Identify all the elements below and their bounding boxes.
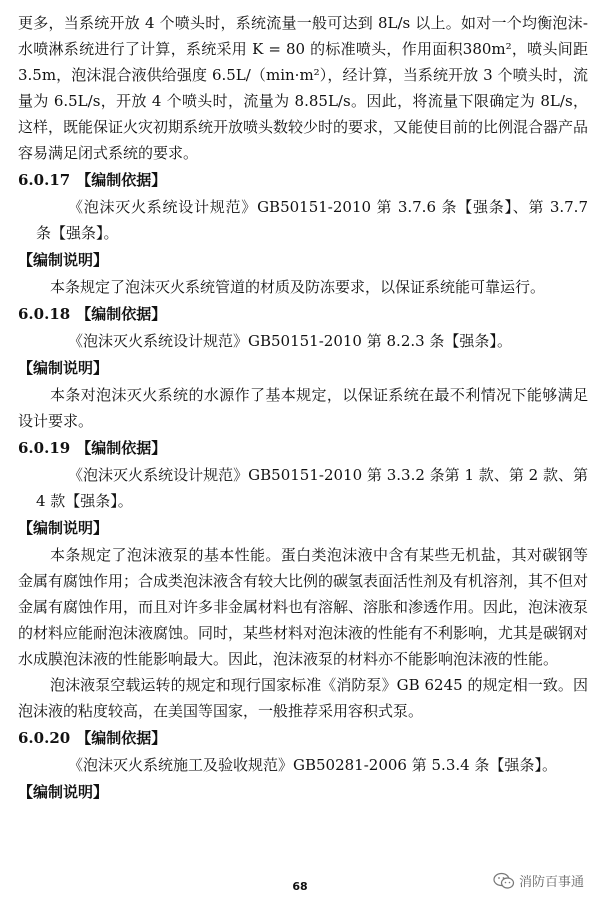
- watermark-text: 消防百事通: [518, 875, 584, 890]
- section-heading: [18, 434, 588, 462]
- basis-text: 《泡沫灭火系统设计规范》GB50151-2010 第 3.7.6 条【强条】、第 3.7.7 条【强条】。: [36, 198, 588, 242]
- section-6-0-17: [18, 166, 588, 300]
- basis-text: 《泡沫灭火系统施工及验收规范》GB50281-2006 第 5.3.4 条【强条】。: [68, 756, 557, 774]
- section-6-0-18: [18, 300, 588, 434]
- section-number: 6.0.17: [18, 171, 71, 189]
- section-6-0-20: [18, 724, 588, 806]
- basis-label: 【编制依据】: [76, 729, 167, 747]
- note-paragraph: 本条对泡沫灭火系统的水源作了基本规定，以保证系统在最不利情况下能够满足设计要求。: [18, 386, 588, 430]
- basis-label: 【编制依据】: [76, 305, 167, 323]
- wechat-icon: [493, 872, 515, 890]
- note-paragraph: 本条规定了泡沫液泵的基本性能。蛋白类泡沫液中含有某些无机盐，其对碳钢等金属有腐蚀作用；合成类泡沫液含有较大比例的碳氢表面活性剂及有机溶剂，其不但对金属有腐蚀作用，而且对许多非金属材料也有溶解、溶胀和渗透作用。因此，泡沫液泵的材料应能耐泡沫液腐蚀。同时，某些材料对泡沫液的性能有不利影响，尤其是碳钢对水成膜泡沫液的性能影响最大。因此，泡沫液泵的材料亦不能影响泡沫液的性能。: [18, 546, 589, 668]
- basis-label: 【编制依据】: [76, 439, 167, 457]
- source-watermark: [493, 871, 584, 890]
- section-heading: [18, 300, 588, 328]
- section-number: 6.0.19: [18, 439, 71, 457]
- basis-label: 【编制依据】: [76, 171, 167, 189]
- page-number: 68: [292, 880, 308, 893]
- section-6-0-19: [18, 434, 588, 724]
- section-number: 6.0.18: [18, 305, 71, 323]
- note-label: 【编制说明】: [18, 251, 109, 269]
- note-label: 【编制说明】: [18, 519, 109, 537]
- section-heading: [18, 724, 588, 752]
- note-label: 【编制说明】: [18, 783, 109, 801]
- intro-paragraph: 更多，当系统开放 4 个喷头时，系统流量一般可达到 8L/s 以上。如对一个均衡泡沫-水喷淋系统进行了计算，系统采用 K = 80 的标准喷头，作用面积380m²，喷头间距3.5m，泡沫混合液供给强度 6.5L/（min·m²），经计算，当系统开放 3 个喷头时，流量为 6.5L/s，开放 4 个喷头时，流量为 8.85L/s。因此，将流量下限确定为 8L/s，这样，既能保证火灾初期系统开放喷头数较少时的要求，又能使目前的比例混合器产品容易满足闭式系统的要求。: [18, 14, 589, 162]
- note-label: 【编制说明】: [18, 359, 109, 377]
- note-paragraph: 本条规定了泡沫灭火系统管道的材质及防冻要求，以保证系统能可靠运行。: [50, 278, 546, 296]
- section-number: 6.0.20: [18, 729, 71, 747]
- basis-text: 《泡沫灭火系统设计规范》GB50151-2010 第 8.2.3 条【强条】。: [68, 332, 512, 350]
- note-paragraph: 泡沫液泵空载运转的规定和现行国家标准《消防泵》GB 6245 的规定相一致。因泡沫液的粘度较高，在美国等国家，一般推荐采用容积式泵。: [18, 676, 588, 720]
- basis-text: 《泡沫灭火系统设计规范》GB50151-2010 第 3.3.2 条第 1 款、第 2 款、第 4 款【强条】。: [36, 466, 588, 510]
- section-heading: [18, 166, 588, 194]
- document-body: [18, 10, 588, 806]
